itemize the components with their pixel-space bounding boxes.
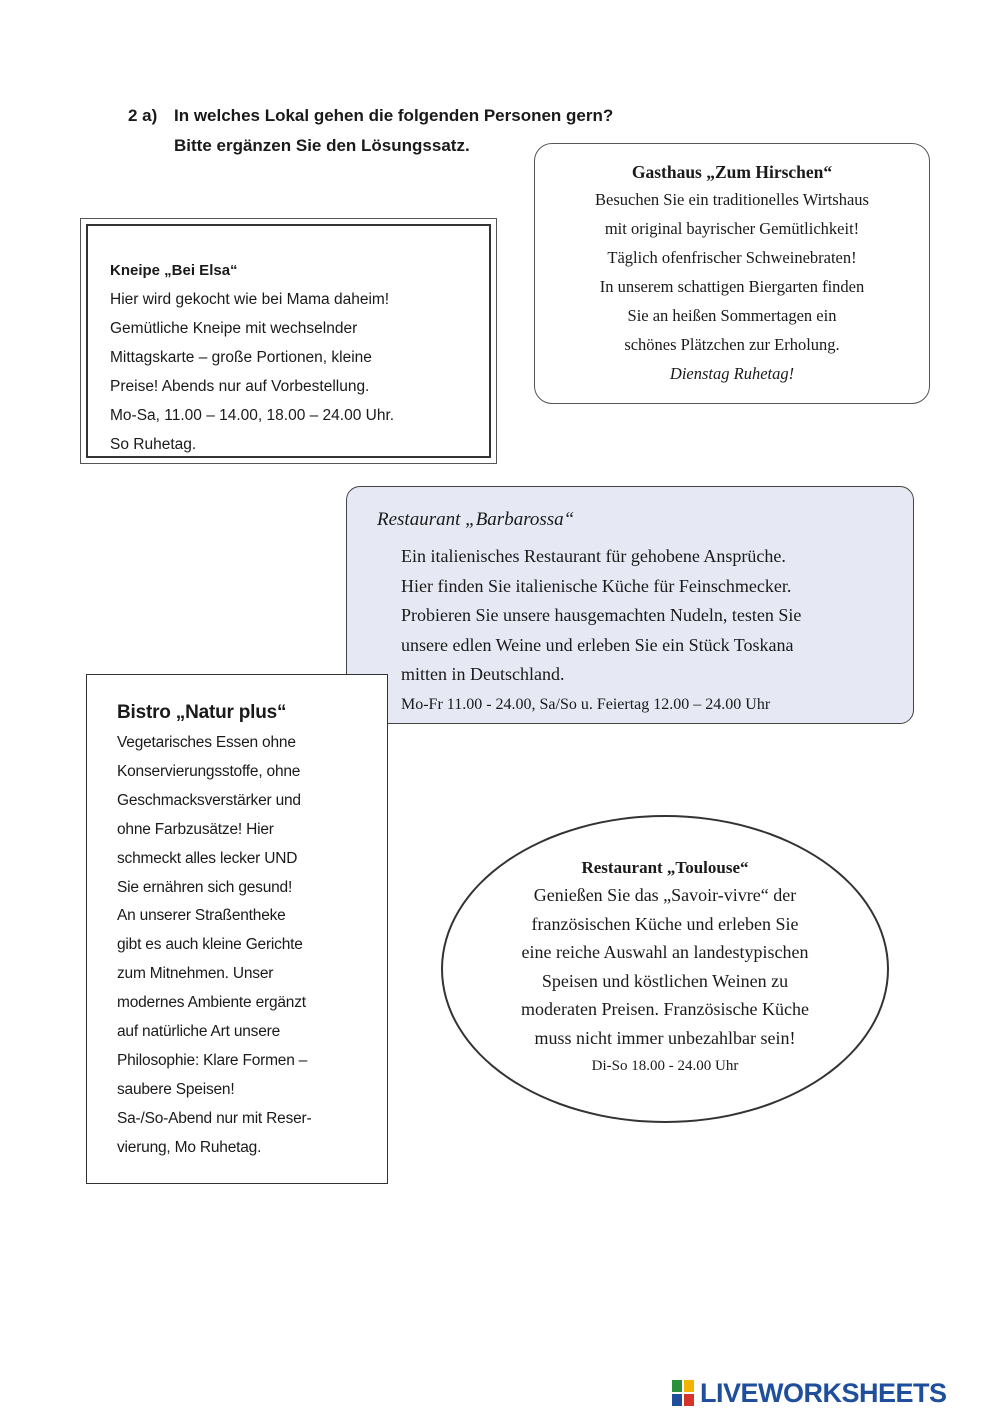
barbarossa-line: mitten in Deutschland. <box>401 664 565 684</box>
kneipe-line: Hier wird gekocht wie bei Mama daheim! <box>110 291 390 308</box>
toulouse-line: französischen Küche und erleben Sie <box>531 913 799 934</box>
kneipe-title: Kneipe „Bei Elsa“ <box>110 262 238 279</box>
toulouse-line: Genießen Sie das „Savoir-vivre“ der <box>533 885 797 905</box>
barbarossa-line: Ein italienisches Restaurant für gehobene Ansprüche. <box>401 546 786 566</box>
toulouse-title: Restaurant „Toulouse“ <box>581 858 749 877</box>
kneipe-line: Gemütliche Kneipe mit wechselnder <box>110 320 358 337</box>
bistro-line: schmeckt alles lecker UND <box>117 849 298 867</box>
bistro-line: vierung, Mo Ruhetag. <box>117 1138 262 1156</box>
toulouse-line: moderaten Preisen. Französische Küche <box>521 999 809 1019</box>
bistro-title: Bistro „Natur plus“ <box>117 702 287 723</box>
barbarossa-line: unsere edlen Weine und erleben Sie ein Stück Toskana <box>401 634 794 655</box>
bistro-line: Konservierungsstoffe, ohne <box>117 762 301 780</box>
gasthaus-line: In unserem schattigen Biergarten finden <box>599 277 865 296</box>
barbarossa-line: Hier finden Sie italienische Küche für Feinschmecker. <box>401 575 792 596</box>
kneipe-line: Preise! Abends nur auf Vorbestellung. <box>110 378 370 395</box>
bistro-line: Vegetarisches Essen ohne <box>117 734 296 751</box>
liveworksheets-watermark: LIVEWORKSHEETS <box>700 1378 947 1408</box>
kneipe-line: So Ruhetag. <box>110 436 197 453</box>
kneipe-text-block <box>110 256 394 459</box>
barbarossa-title: Restaurant „Barbarossa“ <box>377 509 575 530</box>
bistro-line: Geschmacksverstärker und <box>117 791 301 809</box>
task-number: 2 a) <box>128 106 158 125</box>
bistro-line: ohne Farbzusätze! Hier <box>117 820 274 838</box>
bistro-line: gibt es auch kleine Gerichte <box>117 936 303 954</box>
gasthaus-line: mit original bayrischer Gemütlichkeit! <box>604 219 860 238</box>
toulouse-line: eine reiche Auswahl an landestypischen <box>521 942 809 962</box>
gasthaus-line: schönes Plätzchen zur Erholung. <box>624 335 840 354</box>
toulouse-hours: Di-So 18.00 - 24.00 Uhr <box>591 1058 739 1074</box>
bistro-line: An unserer Straßentheke <box>117 907 286 925</box>
bistro-line: auf natürliche Art unsere <box>117 1023 281 1041</box>
gasthaus-closed-day: Dienstag Ruhetag! <box>669 364 795 383</box>
bistro-text-block <box>117 697 311 1163</box>
toulouse-line: muss nicht immer unbezahlbar sein! <box>534 1027 796 1048</box>
bistro-line: Sa-/So-Abend nur mit Reser- <box>117 1109 312 1127</box>
gasthaus-title: Gasthaus „Zum Hirschen“ <box>631 162 833 182</box>
gasthaus-line: Täglich ofenfrischer Schweinebraten! <box>607 248 857 267</box>
liveworksheets-logo-icon <box>672 1380 694 1406</box>
kneipe-inner-frame <box>86 224 491 458</box>
barbarossa-hours: Mo-Fr 11.00 - 24.00, Sa/So u. Feiertag 12.00 – 24.00 Uhr <box>401 695 771 713</box>
gasthaus-text-block <box>535 185 929 388</box>
kneipe-line: Mo-Sa, 11.00 – 14.00, 18.00 – 24.00 Uhr. <box>110 407 395 424</box>
kneipe-line: Mittagskarte – große Portionen, kleine <box>110 349 372 366</box>
kneipe-bei-elsa-card <box>80 218 497 464</box>
gasthaus-zum-hirschen-card <box>534 143 930 404</box>
restaurant-barbarossa-card <box>346 486 914 724</box>
barbarossa-line: Probieren Sie unsere hausgemachten Nudeln, testen Sie <box>401 605 802 625</box>
bistro-line: modernes Ambiente ergänzt <box>117 994 306 1012</box>
toulouse-line: Speisen und köstlichen Weinen zu <box>541 970 789 991</box>
task-instruction-line-2: Bitte ergänzen Sie den Lösungssatz. <box>174 136 470 155</box>
bistro-natur-plus-card <box>86 674 388 1184</box>
task-instruction-line-1: In welches Lokal gehen die folgenden Personen gern? <box>174 106 614 125</box>
bistro-line: Philosophie: Klare Formen – <box>117 1051 308 1069</box>
barbarossa-text-block <box>401 542 801 719</box>
bistro-line: zum Mitnehmen. Unser <box>117 965 274 983</box>
restaurant-toulouse-oval <box>441 815 889 1123</box>
bistro-line: Sie ernähren sich gesund! <box>117 878 293 896</box>
gasthaus-line: Sie an heißen Sommertagen ein <box>627 306 837 325</box>
bistro-line: saubere Speisen! <box>117 1080 235 1098</box>
gasthaus-line: Besuchen Sie ein traditionelles Wirtshaus <box>595 190 869 209</box>
